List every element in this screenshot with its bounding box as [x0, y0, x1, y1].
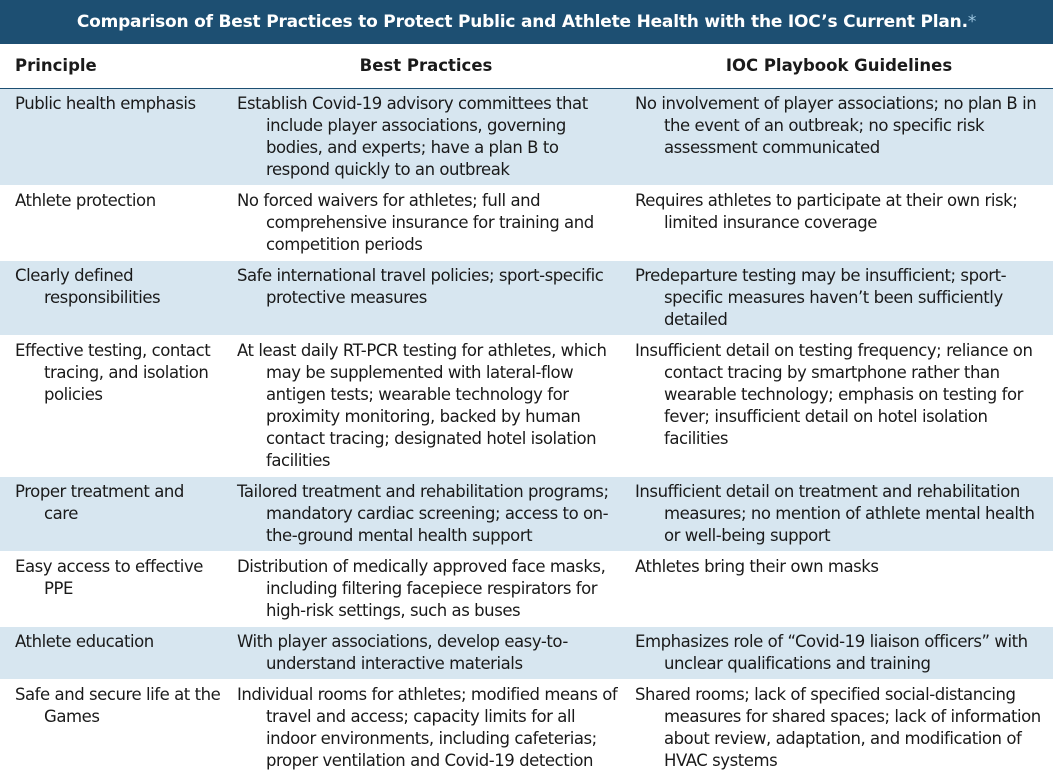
table-row [0, 551, 1053, 626]
table-row [0, 185, 1053, 260]
table-row [0, 679, 1053, 776]
ioc-guidelines-cell: Insufficient detail on treatment and rehabilitation measures; no mention of athlete mental health or well-being support [635, 481, 1035, 545]
principle-cell: Clearly defined responsibilities [15, 265, 161, 307]
best-practices-cell: Safe international travel policies; sport-specific protective measures [237, 265, 604, 307]
best-practices-cell: At least daily RT-PCR testing for athletes, which may be supplemented with lateral-flow antigen tests; wearable technology for proximity monitoring, backed by human contact tracing; designated hotel isolation facilities [237, 340, 607, 470]
principle-cell: Athlete education [15, 631, 154, 651]
table-row [0, 335, 1053, 476]
principle-cell: Effective testing, contact tracing, and isolation policies [15, 340, 211, 404]
best-practices-cell: No forced waivers for athletes; full and comprehensive insurance for training and competition periods [237, 190, 594, 254]
table-row [0, 626, 1053, 679]
principle-cell: Safe and secure life at the Games [15, 684, 221, 726]
table-row [0, 88, 1053, 185]
column-header-best-practices: Best Practices [227, 44, 625, 88]
best-practices-cell: Establish Covid-19 advisory committees that include player associations, governing bodies, and experts; have a plan B to respond quickly to an outbreak [237, 93, 588, 179]
best-practices-cell: Tailored treatment and rehabilitation programs; mandatory cardiac screening; access to on-the-ground mental health support [237, 481, 609, 545]
table-row [0, 260, 1053, 335]
ioc-guidelines-cell: No involvement of player associations; no plan B in the event of an outbreak; no specific risk assessment communicated [635, 93, 1037, 157]
header-row [0, 44, 1053, 88]
column-header-principle: Principle [0, 44, 227, 88]
principle-cell: Athlete protection [15, 190, 156, 210]
best-practices-cell: Individual rooms for athletes; modified means of travel and access; capacity limits for all indoor environments, including cafeterias; proper ventilation and Covid-19 detection [237, 684, 618, 770]
best-practices-cell: With player associations, develop easy-to-understand interactive materials [237, 631, 568, 673]
ioc-guidelines-cell: Emphasizes role of “Covid-19 liaison officers” with unclear qualifications and training [635, 631, 1028, 673]
ioc-guidelines-cell: Requires athletes to participate at their own risk; limited insurance coverage [635, 190, 1018, 232]
principle-cell: Proper treatment and care [15, 481, 184, 523]
table-title-text: Comparison of Best Practices to Protect Public and Athlete Health with the IOC’s Current Plan. [76, 12, 968, 32]
ioc-guidelines-cell: Shared rooms; lack of specified social-distancing measures for shared spaces; lack of information about review, adaptation, and modification of HVAC systems [635, 684, 1041, 770]
ioc-guidelines-cell: Predeparture testing may be insufficient; sport-specific measures haven’t been sufficiently detailed [635, 265, 1007, 329]
column-header-ioc: IOC Playbook Guidelines [625, 44, 1053, 88]
table-title [0, 0, 1053, 44]
table-row [0, 476, 1053, 551]
title-footnote-mark: * [967, 12, 977, 32]
ioc-guidelines-cell: Athletes bring their own masks [635, 556, 879, 576]
best-practices-cell: Distribution of medically approved face masks, including filtering facepiece respirators for high-risk settings, such as buses [237, 556, 606, 620]
principle-cell: Public health emphasis [15, 93, 196, 113]
comparison-table [0, 44, 1053, 777]
principle-cell: Easy access to effective PPE [15, 556, 203, 598]
ioc-guidelines-cell: Insufficient detail on testing frequency; reliance on contact tracing by smartphone rather than wearable technology; emphasis on testing for fever; insufficient detail on hotel isolation facilities [635, 340, 1033, 448]
